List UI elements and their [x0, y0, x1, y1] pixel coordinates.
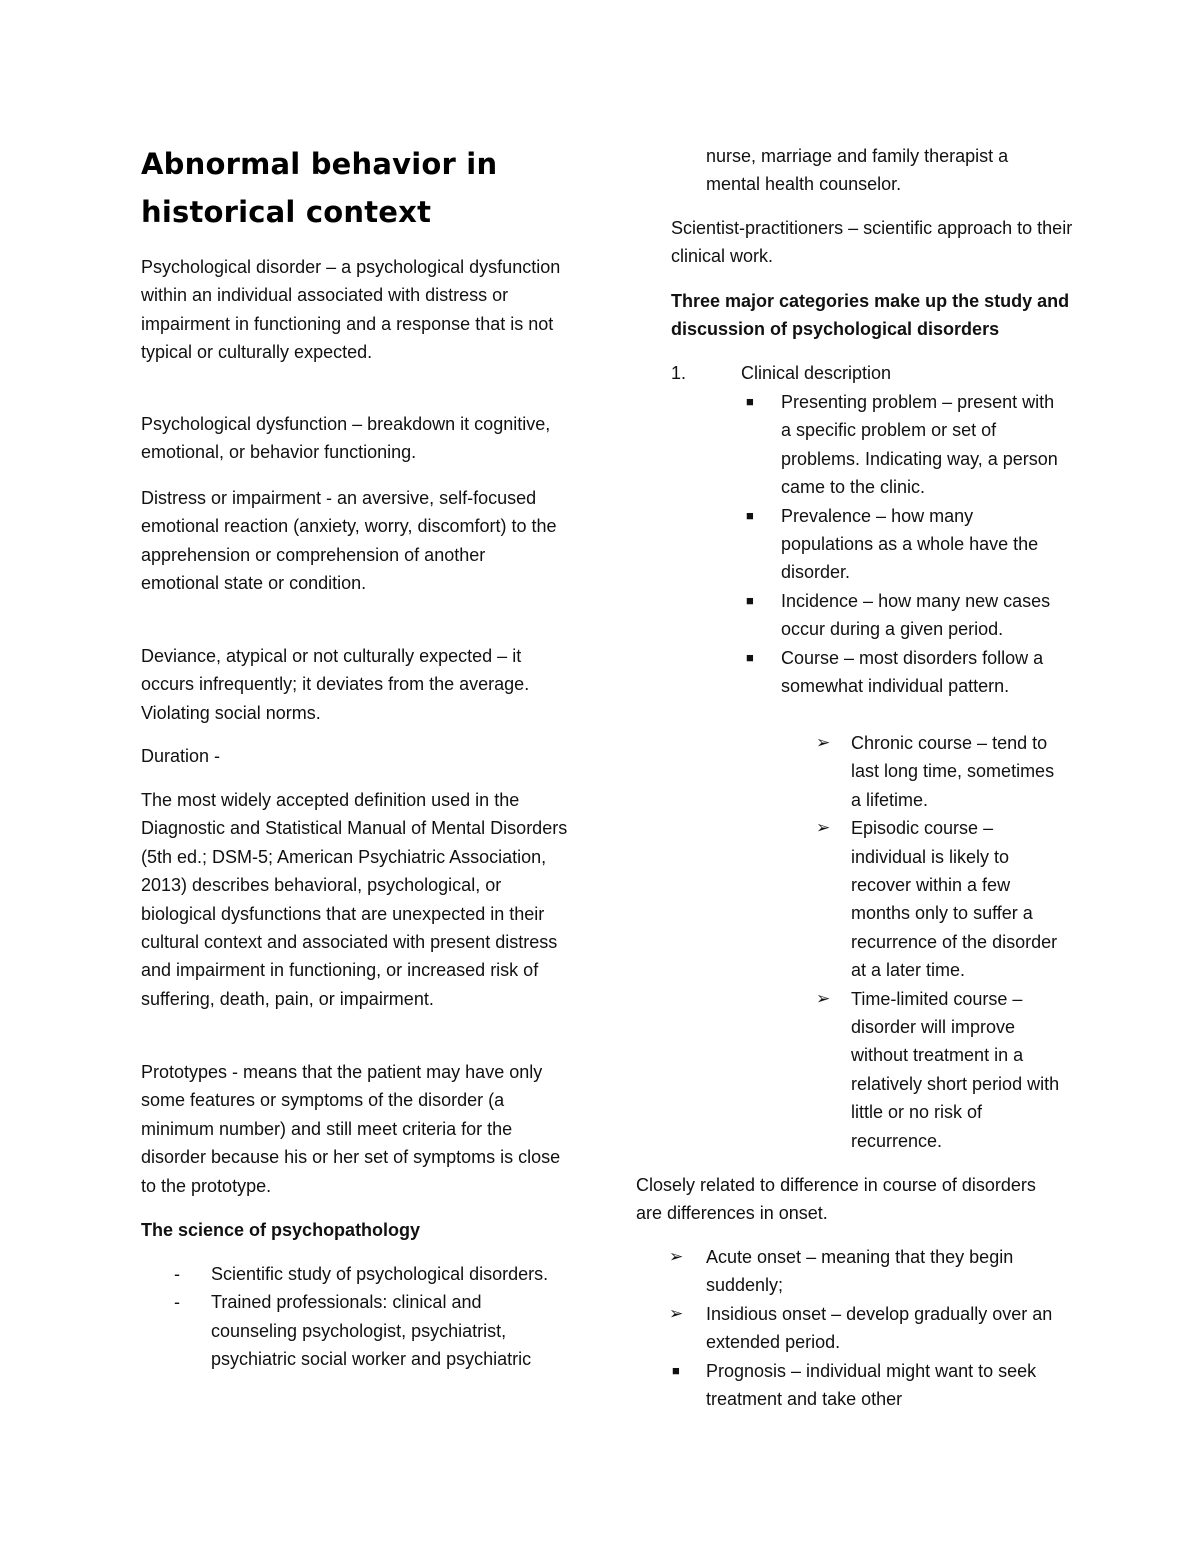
list-item-text: Chronic course – tend to last long time, sometimes a lifetime. — [851, 733, 1055, 810]
onset-paragraph: Closely related to difference in course of disorders are differences in onset. — [636, 1175, 1036, 1224]
list-item-text: Episodic course – individual is likely to recover within a few months only to suffer a recurrence of the disorder at a later time. — [851, 818, 1058, 981]
square-bullet-icon: ■ — [746, 592, 754, 608]
list-item — [636, 1357, 1066, 1414]
list-item-text: Trained professionals: clinical and counseling psychologist, psychiatrist, psychiatric social worker and psychiatric — [211, 1292, 532, 1370]
definition-deviance: Deviance, atypical or not culturally expected – it occurs infrequently; it deviates from the average. Violating social norms. — [141, 646, 530, 723]
arrow-bullet-icon: ➢ — [816, 818, 831, 838]
science-heading: The science of psychopathology — [141, 1220, 421, 1240]
page-title: Abnormal behavior in historical context — [141, 147, 498, 229]
square-bullet-icon: ■ — [746, 649, 754, 665]
square-bullet-icon: ■ — [746, 507, 754, 523]
definition-psychological-disorder: Psychological disorder – a psychological dysfunction within an individual associated with distress or impairment in functioning and a response that is not typical or culturally expected. — [141, 257, 561, 363]
scientist-practitioners: Scientist-practitioners – scientific approach to their clinical work. — [671, 218, 1073, 267]
list-item-text: Prevalence – how many populations as a whole have the disorder. — [781, 505, 1039, 583]
list-item-text: Presenting problem – present with a specific problem or set of problems. Indicating way, a person came to the clinic. — [781, 392, 1058, 498]
definition-duration: Duration - — [141, 746, 221, 766]
list-item-text: Acute onset – meaning that they begin suddenly; — [706, 1247, 1014, 1296]
list-item — [141, 1288, 571, 1373]
list-item — [636, 502, 1066, 587]
list-item — [636, 729, 1066, 814]
list-item — [636, 985, 1066, 1155]
list-item-text: Prognosis – individual might want to seek treatment and take other — [706, 1361, 1037, 1410]
definition-distress-impairment: Distress or impairment - an aversive, self-focused emotional reaction (anxiety, worry, discomfort) to the apprehension or comprehension of another emotional state or condition. — [141, 488, 557, 594]
list-item-text: Course – most disorders follow a somewhat individual pattern. — [781, 647, 1044, 697]
list-item-text: Incidence – how many new cases occur during a given period. — [781, 590, 1051, 640]
continuation-text: nurse, marriage and family therapist a mental health counselor. — [706, 146, 1009, 195]
course-types-list — [636, 729, 1066, 1155]
list-item-text: Scientific study of psychological disorders. — [211, 1264, 549, 1284]
list-item — [636, 388, 1066, 502]
list-item — [636, 644, 1066, 701]
number-marker: 1. — [671, 363, 687, 383]
arrow-bullet-icon: ➢ — [669, 1247, 684, 1266]
arrow-bullet-icon: ➢ — [816, 988, 831, 1008]
prognosis-list — [636, 1357, 1066, 1414]
science-list — [141, 1260, 571, 1374]
dsm5-definition: The most widely accepted definition used in the Diagnostic and Statistical Manual of Mental Disorders (5th ed.; DSM-5; American Psychiatric Association, 2013) describes behavioral, psychological, or biological dysfunctions that are unexpected in their cultural context and associated with present distress and impairment in functioning, or increased risk of suffering, death, pain, or impairment. — [141, 790, 568, 1009]
definition-psychological-dysfunction: Psychological dysfunction – breakdown it cognitive, emotional, or behavior functioning. — [141, 414, 551, 463]
square-bullet-icon: ■ — [672, 1363, 680, 1378]
list-item — [671, 359, 1101, 387]
onset-list — [636, 1243, 1066, 1357]
dash-marker: - — [174, 1264, 180, 1284]
definition-prototypes: Prototypes - means that the patient may have only some features or symptoms of the disorder (a minimum number) and still meet criteria for the disorder because his or her set of symptoms is close to the prototype. — [141, 1062, 561, 1196]
list-item — [636, 587, 1066, 644]
categories-heading: Three major categories make up the study and discussion of psychological disorders — [671, 291, 1070, 340]
list-item — [141, 1260, 571, 1288]
categories-list — [671, 359, 1101, 387]
clinical-description-list — [636, 388, 1066, 700]
list-item — [636, 1300, 1066, 1357]
arrow-bullet-icon: ➢ — [669, 1303, 684, 1323]
dash-marker: - — [174, 1292, 180, 1313]
list-item-text: Time-limited course – disorder will improve without treatment in a relatively short period with little or no risk of recurrence. — [851, 988, 1060, 1151]
square-bullet-icon: ■ — [746, 394, 754, 409]
list-item-text: Clinical description — [741, 363, 892, 383]
list-item — [636, 814, 1066, 984]
list-item-text: Insidious onset – develop gradually over an extended period. — [706, 1303, 1053, 1353]
arrow-bullet-icon: ➢ — [816, 733, 831, 752]
list-item — [636, 1243, 1066, 1300]
